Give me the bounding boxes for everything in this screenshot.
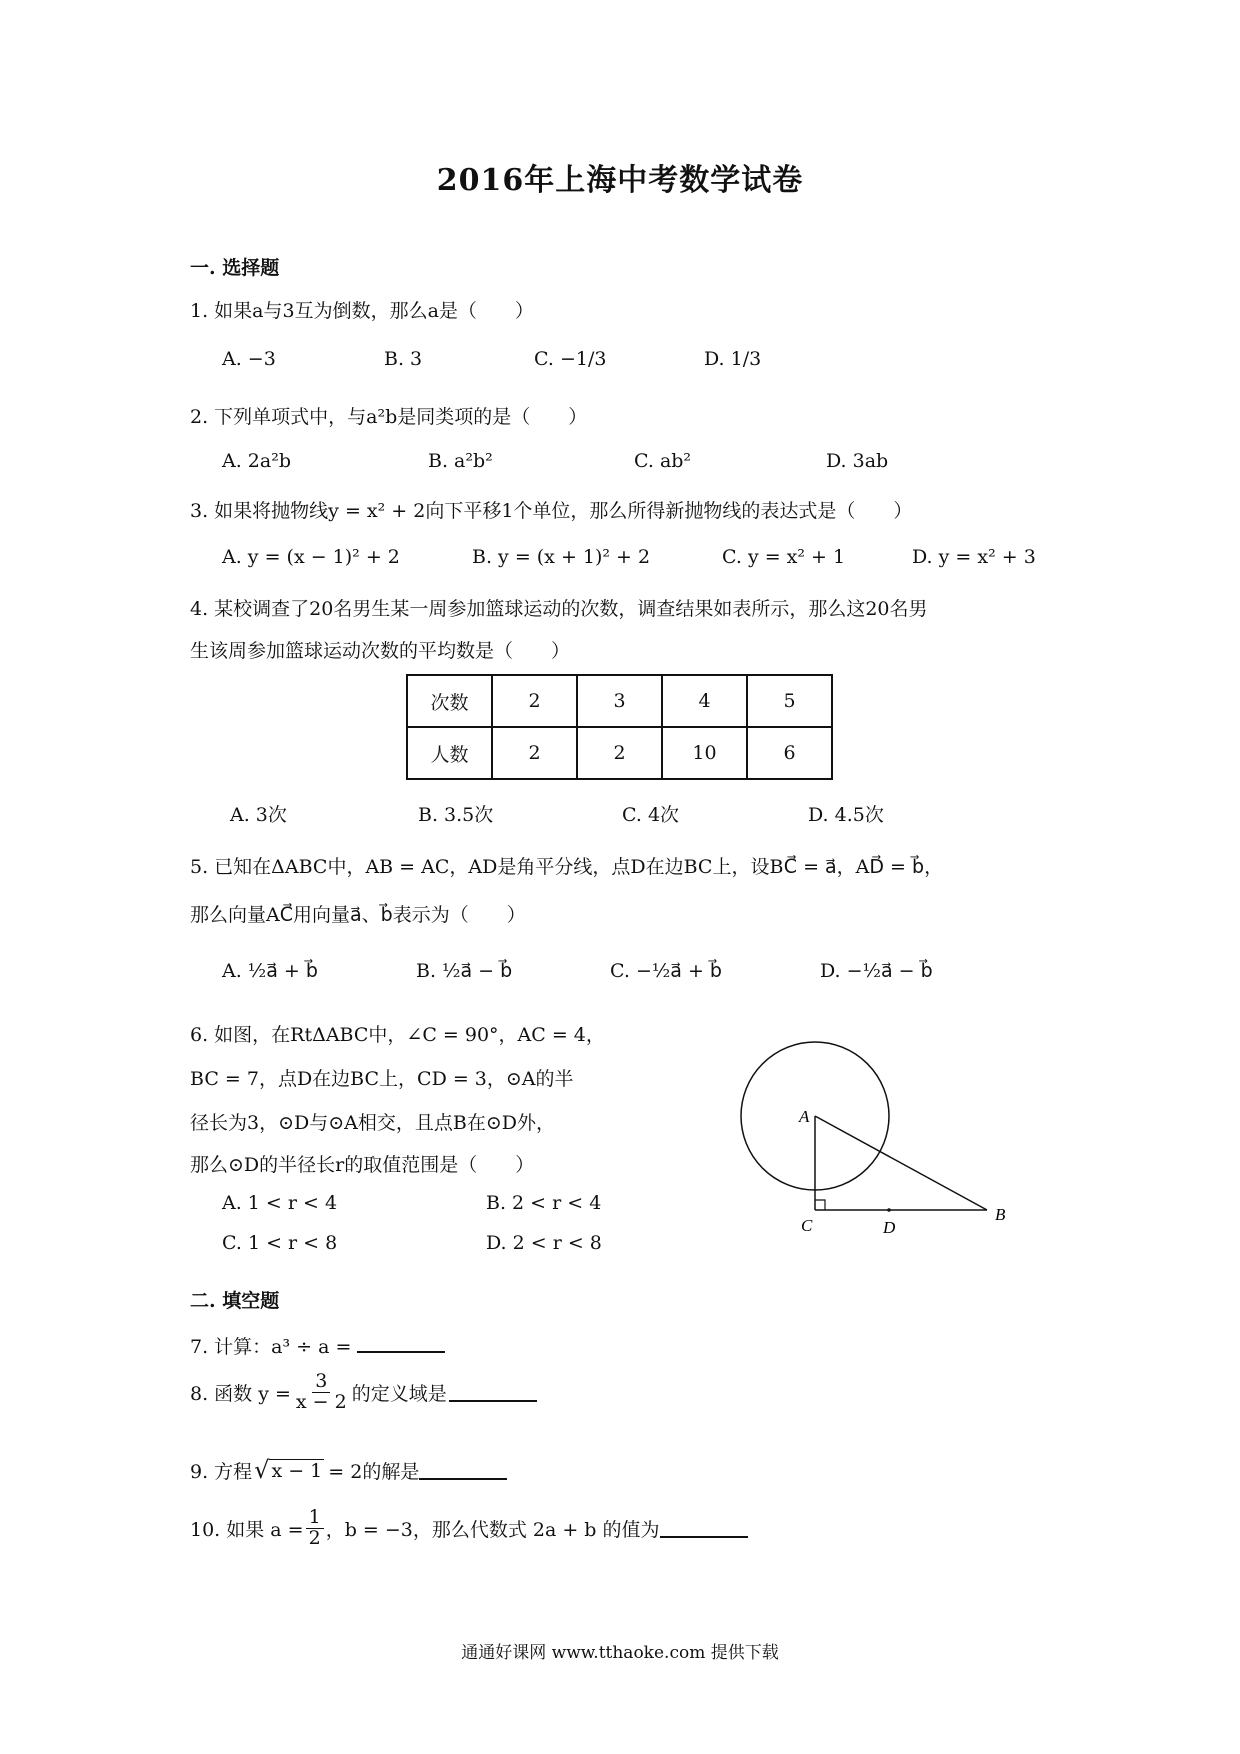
question-3-stem: 3. 如果将抛物线y = x² + 2向下平移1个单位，那么所得新抛物线的表达式是（ ） bbox=[190, 500, 913, 522]
question-10-prefix: 10. 如果 a = bbox=[190, 1518, 304, 1541]
option-c: C. −1/3 bbox=[534, 348, 607, 370]
answer-blank bbox=[419, 1460, 507, 1480]
question-5-stem-line1: 5. 已知在ΔABC中，AB = AC，AD是角平分线，点D在边BC上，设BC⃗ = a⃗，AD⃗ = b⃗， bbox=[190, 856, 944, 878]
question-6-line3: 径长为3，⊙D与⊙A相交，且点B在⊙D外， bbox=[190, 1112, 555, 1134]
option-a: A. −3 bbox=[222, 348, 276, 370]
option-a: A. 1 < r < 4 bbox=[222, 1192, 338, 1214]
table-cell: 4 bbox=[662, 675, 747, 727]
option-b: B. 2 < r < 4 bbox=[486, 1192, 602, 1214]
question-1-stem: 1. 如果a与3互为倒数，那么a是（ ） bbox=[190, 300, 534, 322]
option-d: D. −½a⃗ − b⃗ bbox=[820, 960, 933, 982]
option-a: A. y = (x − 1)² + 2 bbox=[222, 546, 400, 568]
table-row bbox=[407, 675, 832, 727]
question-4-stem-line1: 4. 某校调查了20名男生某一周参加篮球运动的次数，调查结果如表所示，那么这20名男 bbox=[190, 598, 928, 620]
table-cell: 2 bbox=[492, 675, 577, 727]
question-8 bbox=[190, 1372, 537, 1413]
section-heading-fill: 二. 填空题 bbox=[190, 1290, 280, 1312]
table-cell: 人数 bbox=[407, 727, 492, 779]
fraction bbox=[306, 1508, 324, 1549]
option-d: D. y = x² + 3 bbox=[912, 546, 1036, 568]
option-c: C. y = x² + 1 bbox=[722, 546, 846, 568]
answer-blank bbox=[660, 1518, 748, 1538]
question-8-suffix: 的定义域是 bbox=[351, 1382, 447, 1405]
sqrt-sign: √ bbox=[254, 1456, 270, 1484]
page-footer: 通通好课网 www.tthaoke.com 提供下载 bbox=[461, 1643, 779, 1663]
right-angle-mark bbox=[815, 1200, 825, 1210]
label-d: D bbox=[883, 1218, 896, 1237]
question-10-suffix: ，b = −3，那么代数式 2a + b 的值为 bbox=[325, 1518, 660, 1541]
option-c: C. 4次 bbox=[622, 804, 680, 826]
option-c: C. 1 < r < 8 bbox=[222, 1232, 338, 1254]
label-c: C bbox=[801, 1216, 813, 1235]
question-3-options bbox=[222, 546, 1036, 568]
denominator: 2 bbox=[308, 1526, 321, 1549]
question-2-options bbox=[222, 450, 888, 472]
option-a: A. ½a⃗ + b⃗ bbox=[222, 960, 318, 982]
table-cell: 2 bbox=[492, 727, 577, 779]
denominator: x − 2 bbox=[295, 1390, 347, 1413]
table-row bbox=[407, 727, 832, 779]
section-heading-choice: 一. 选择题 bbox=[190, 257, 280, 279]
page-title: 2016年上海中考数学试卷 bbox=[436, 163, 804, 198]
question-6-line1: 6. 如图，在RtΔABC中，∠C = 90°，AC = 4， bbox=[190, 1024, 605, 1046]
option-d: D. 2 < r < 8 bbox=[486, 1232, 602, 1254]
table-cell: 次数 bbox=[407, 675, 492, 727]
table-cell: 10 bbox=[662, 727, 747, 779]
label-a: A bbox=[799, 1107, 810, 1126]
option-b: B. a²b² bbox=[428, 450, 493, 472]
question-9 bbox=[190, 1456, 507, 1484]
question-5-stem-line2: 那么向量AC⃗用向量a⃗、b⃗表示为（ ） bbox=[190, 904, 526, 926]
question-1-options bbox=[222, 348, 761, 370]
question-10 bbox=[190, 1508, 748, 1549]
numerator: 3 bbox=[312, 1372, 330, 1393]
question-7-text: 7. 计算：a³ ÷ a = bbox=[190, 1336, 352, 1358]
question-9-prefix: 9. 方程 bbox=[190, 1460, 253, 1483]
option-c: C. ab² bbox=[634, 450, 692, 472]
question-6-line4: 那么⊙D的半径长r的取值范围是（ ） bbox=[190, 1154, 535, 1176]
question-5-options bbox=[222, 960, 933, 982]
fraction bbox=[293, 1372, 350, 1413]
option-b: B. ½a⃗ − b⃗ bbox=[416, 960, 513, 982]
numerator: 1 bbox=[306, 1508, 324, 1529]
question-8-prefix: 8. 函数 y = bbox=[190, 1382, 291, 1405]
table-cell: 3 bbox=[577, 675, 662, 727]
option-b: B. 3 bbox=[384, 348, 423, 370]
question-7 bbox=[190, 1332, 445, 1359]
point-d-dot bbox=[887, 1208, 891, 1212]
option-d: D. 4.5次 bbox=[808, 804, 884, 826]
option-c: C. −½a⃗ + b⃗ bbox=[610, 960, 722, 982]
question-2-stem: 2. 下列单项式中，与a²b是同类项的是（ ） bbox=[190, 406, 588, 428]
answer-blank bbox=[357, 1333, 445, 1353]
option-b: B. 3.5次 bbox=[418, 804, 494, 826]
statistics-table bbox=[406, 674, 833, 780]
question-9-suffix: = 2的解是 bbox=[328, 1460, 420, 1483]
question-6-options-row2 bbox=[222, 1232, 602, 1254]
table-cell: 5 bbox=[747, 675, 832, 727]
question-6-line2: BC = 7，点D在边BC上，CD = 3，⊙A的半 bbox=[190, 1068, 574, 1090]
segment-ab bbox=[815, 1116, 987, 1210]
option-a: A. 2a²b bbox=[222, 450, 291, 472]
question-4-stem-line2: 生该周参加篮球运动次数的平均数是（ ） bbox=[190, 640, 571, 662]
option-d: D. 3ab bbox=[826, 450, 889, 472]
option-b: B. y = (x + 1)² + 2 bbox=[472, 546, 651, 568]
question-4-options bbox=[230, 800, 884, 827]
answer-blank bbox=[449, 1382, 537, 1402]
label-b: B bbox=[995, 1205, 1006, 1224]
radicand: x − 1 bbox=[271, 1459, 323, 1482]
table-cell: 2 bbox=[577, 727, 662, 779]
option-a: A. 3次 bbox=[230, 804, 287, 826]
option-d: D. 1/3 bbox=[704, 348, 762, 370]
question-6-options-row1 bbox=[222, 1192, 601, 1214]
question-6-figure bbox=[735, 1040, 1025, 1250]
table-cell: 6 bbox=[747, 727, 832, 779]
